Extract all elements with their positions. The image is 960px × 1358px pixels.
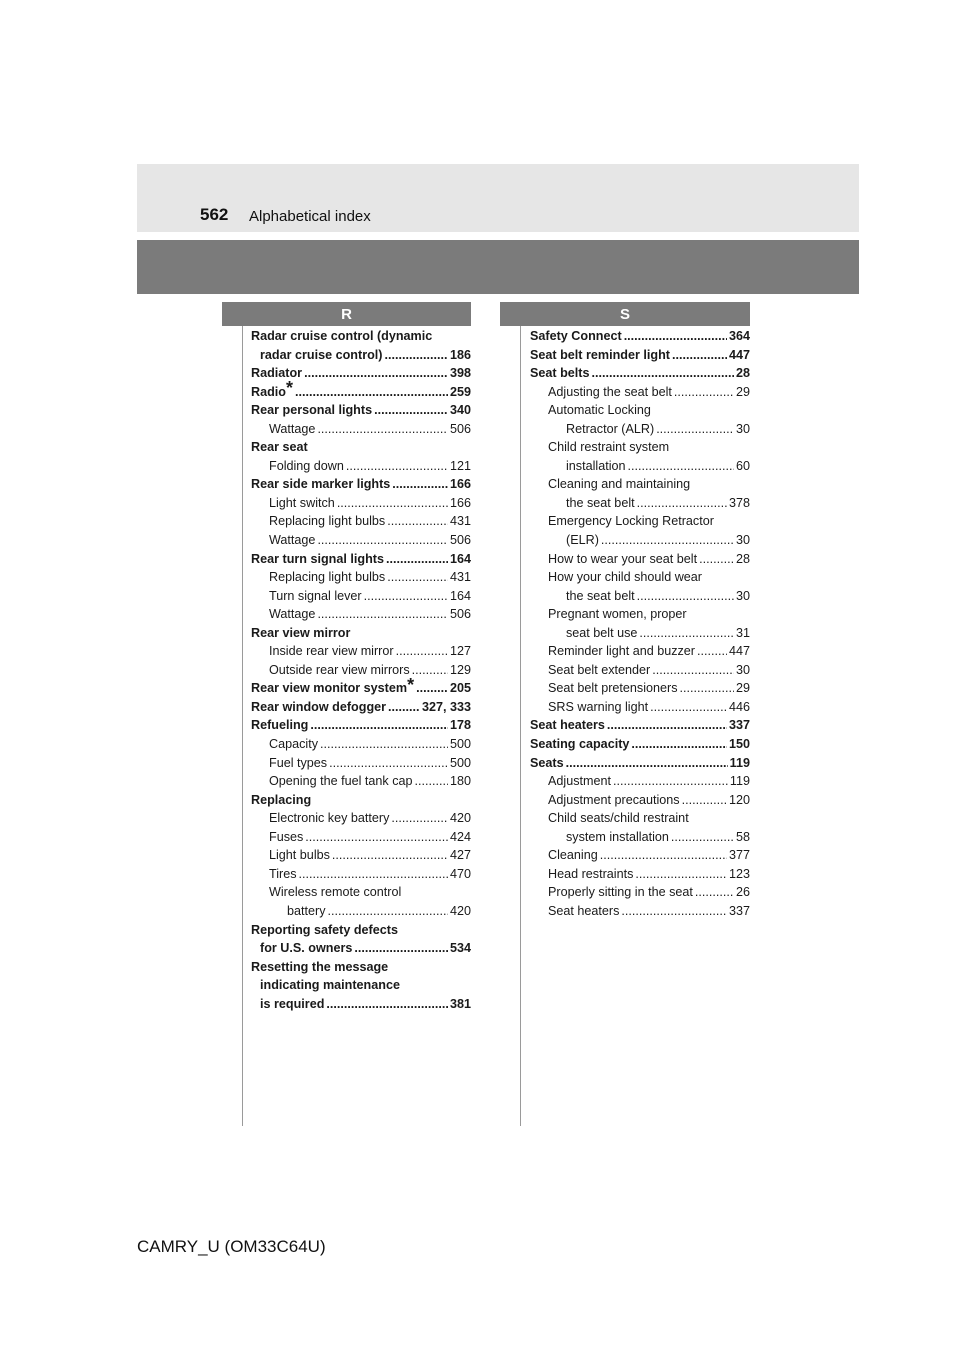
page-ref: 186 <box>449 347 471 362</box>
index-subentry: Child restraint system <box>548 440 670 455</box>
index-subentry[interactable] <box>251 420 471 439</box>
leader-dots <box>613 772 728 791</box>
header-band <box>137 164 859 232</box>
leader-dots <box>695 883 734 902</box>
index-entry[interactable] <box>251 364 471 383</box>
leader-dots <box>387 512 448 531</box>
index-entry[interactable] <box>530 735 750 754</box>
index-subentry[interactable] <box>251 531 471 550</box>
footnote-star: * <box>407 675 415 696</box>
page-ref: 119 <box>729 755 750 770</box>
page-ref: 119 <box>729 774 750 789</box>
index-subentry[interactable] <box>251 865 471 884</box>
index-entry[interactable] <box>251 401 471 420</box>
page-ref: 424 <box>449 829 471 844</box>
index-subentry[interactable] <box>530 865 750 884</box>
index-entry[interactable] <box>530 346 750 365</box>
leader-dots <box>672 346 727 365</box>
entry-label: Replacing light bulbs <box>269 570 386 585</box>
entry-label: Light switch <box>269 495 335 510</box>
index-column-s <box>530 327 750 921</box>
page-ref: 447 <box>728 644 750 659</box>
leader-dots <box>631 735 727 754</box>
page-ref: 121 <box>449 458 471 473</box>
index-entry[interactable] <box>251 475 471 494</box>
column-divider-left <box>242 326 243 1126</box>
index-subentry[interactable] <box>530 791 750 810</box>
page-ref: 28 <box>735 551 750 566</box>
leader-dots <box>326 995 448 1014</box>
leader-dots <box>600 846 727 865</box>
index-subentry[interactable] <box>530 587 750 606</box>
leader-dots <box>697 642 727 661</box>
page-ref: 506 <box>449 421 471 436</box>
leader-dots <box>374 401 448 420</box>
entry-label: Fuses <box>269 829 304 844</box>
index-subentry[interactable] <box>530 902 750 921</box>
leader-dots <box>317 531 448 550</box>
page-ref: 26 <box>735 885 750 900</box>
index-entry[interactable] <box>530 754 750 773</box>
index-subentry[interactable] <box>251 605 471 624</box>
leader-dots <box>412 661 448 680</box>
leader-dots <box>304 364 448 383</box>
leader-dots <box>320 735 448 754</box>
leader-dots <box>656 420 734 439</box>
entry-label: Seat heaters <box>530 718 605 733</box>
index-entry[interactable] <box>251 995 471 1014</box>
index-entry[interactable] <box>251 675 471 698</box>
index-subentry: Pregnant women, proper <box>548 607 687 622</box>
leader-dots <box>317 420 448 439</box>
entry-label: Properly sitting in the seat <box>548 885 693 900</box>
page-ref: 470 <box>449 866 471 881</box>
entry-label: Seats <box>530 755 564 770</box>
index-subentry[interactable] <box>251 735 471 754</box>
page-ref: 420 <box>449 903 471 918</box>
page-ref: 205 <box>449 681 471 696</box>
index-subentry[interactable] <box>251 772 471 791</box>
entry-label: Turn signal lever <box>269 588 362 603</box>
leader-dots <box>388 698 420 717</box>
index-subentry[interactable] <box>251 828 471 847</box>
page-ref: 60 <box>735 458 750 473</box>
entry-label: Reminder light and buzzer <box>548 644 696 659</box>
entry-label: Opening the fuel tank cap <box>269 774 413 789</box>
page-ref: 166 <box>449 495 471 510</box>
index-subentry[interactable] <box>530 531 750 550</box>
index-entry[interactable] <box>530 364 750 383</box>
entry-label: Rear window defogger <box>251 699 387 714</box>
page-ref: 180 <box>449 774 471 789</box>
page-ref: 500 <box>449 755 471 770</box>
page-ref: 127 <box>449 644 471 659</box>
page-ref: 29 <box>735 681 750 696</box>
entry-label: the seat belt <box>566 495 635 510</box>
page-ref: 30 <box>735 588 750 603</box>
leader-dots <box>396 642 448 661</box>
index-subentry: Cleaning and maintaining <box>548 477 691 492</box>
page-ref: 506 <box>449 607 471 622</box>
entry-label: for U.S. owners <box>260 941 353 956</box>
entry-label: Radiator <box>251 366 303 381</box>
index-subentry[interactable] <box>530 698 750 717</box>
leader-dots <box>635 865 727 884</box>
index-entry: Rear view mirror <box>251 625 351 640</box>
index-subentry: Wireless remote control <box>269 885 402 900</box>
index-subentry[interactable] <box>251 642 471 661</box>
entry-label: radar cruise control) <box>260 347 383 362</box>
page-ref: 447 <box>728 347 750 362</box>
entry-label: Radio <box>251 384 286 399</box>
index-subentry[interactable] <box>530 420 750 439</box>
entry-label: Tires <box>269 866 297 881</box>
entry-label: Cleaning <box>548 848 598 863</box>
entry-label: Seat belt reminder light <box>530 347 670 362</box>
index-subentry[interactable] <box>530 679 750 698</box>
page-ref: 337 <box>728 903 750 918</box>
entry-label: the seat belt <box>566 588 635 603</box>
leader-dots <box>328 902 448 921</box>
page-ref: 30 <box>735 421 750 436</box>
index-subentry[interactable] <box>251 512 471 531</box>
index-entry: Resetting the message <box>251 959 389 974</box>
page-ref: 164 <box>449 551 471 566</box>
index-subentry: Emergency Locking Retractor <box>548 514 714 529</box>
index-subentry[interactable] <box>251 661 471 680</box>
leader-dots <box>652 661 734 680</box>
entry-label: Inside rear view mirror <box>269 644 394 659</box>
leader-dots <box>354 939 448 958</box>
index-subentry[interactable] <box>251 457 471 476</box>
leader-dots <box>607 716 727 735</box>
entry-label: Seat belts <box>530 366 590 381</box>
page-ref: 431 <box>449 514 471 529</box>
entry-label: Refueling <box>251 718 309 733</box>
entry-label: Wattage <box>269 607 316 622</box>
leader-dots <box>384 346 448 365</box>
index-subentry[interactable] <box>251 846 471 865</box>
page-ref: 259 <box>449 384 471 399</box>
entry-label: Capacity <box>269 737 318 752</box>
leader-dots <box>566 754 728 773</box>
index-subentry[interactable] <box>251 809 471 828</box>
page-ref: 150 <box>728 737 750 752</box>
index-subentry[interactable] <box>530 772 750 791</box>
leader-dots <box>337 494 448 513</box>
index-entry[interactable] <box>530 327 750 346</box>
index-entry: Reporting safety defects <box>251 922 398 937</box>
page-ref: 166 <box>449 477 471 492</box>
page-ref: 178 <box>449 718 471 733</box>
index-letter-s: S <box>500 302 750 326</box>
leader-dots <box>346 457 448 476</box>
leader-dots <box>628 457 734 476</box>
leader-dots <box>387 568 448 587</box>
leader-dots <box>601 531 734 550</box>
index-subentry[interactable] <box>530 494 750 513</box>
leader-dots <box>621 902 727 921</box>
index-subentry[interactable] <box>530 883 750 902</box>
page-ref: 58 <box>735 829 750 844</box>
index-entry[interactable] <box>251 346 471 365</box>
entry-label: Replacing light bulbs <box>269 514 386 529</box>
entry-label: Rear view monitor system <box>251 681 408 696</box>
entry-label: is required <box>260 996 325 1011</box>
page-ref: 120 <box>728 792 750 807</box>
page-number: 562 <box>200 205 229 224</box>
entry-label: Adjusting the seat belt <box>548 384 672 399</box>
leader-dots <box>415 772 448 791</box>
document-id: CAMRY_U (OM33C64U) <box>137 1237 326 1256</box>
entry-label: Outside rear view mirrors <box>269 662 410 677</box>
page-ref: 420 <box>449 811 471 826</box>
leader-dots <box>680 679 734 698</box>
page-ref: 337 <box>728 718 750 733</box>
index-subentry: Automatic Locking <box>548 403 651 418</box>
leader-dots <box>637 494 727 513</box>
index-subentry[interactable] <box>530 846 750 865</box>
entry-label: Rear personal lights <box>251 403 373 418</box>
leader-dots <box>639 624 734 643</box>
leader-dots <box>299 865 448 884</box>
entry-label: Adjustment <box>548 774 611 789</box>
page-ref: 398 <box>449 366 471 381</box>
index-subentry[interactable] <box>530 550 750 569</box>
entry-label: (ELR) <box>566 533 599 548</box>
entry-label: system installation <box>566 829 669 844</box>
index-letter-r: R <box>222 302 471 326</box>
page-ref: 431 <box>449 570 471 585</box>
footnote-star: * <box>285 378 293 399</box>
page-ref: 506 <box>449 533 471 548</box>
index-subentry[interactable] <box>530 624 750 643</box>
entry-label: Seat heaters <box>548 903 620 918</box>
page-ref: 164 <box>449 588 471 603</box>
leader-dots <box>592 364 734 383</box>
entry-label: Fuel types <box>269 755 328 770</box>
page-ref: 377 <box>728 848 750 863</box>
index-subentry[interactable] <box>251 494 471 513</box>
leader-dots <box>671 828 734 847</box>
section-band <box>137 240 859 294</box>
page-ref: 534 <box>449 941 471 956</box>
entry-label: installation <box>566 458 626 473</box>
index-subentry[interactable] <box>530 642 750 661</box>
entry-label: Seat belt pretensioners <box>548 681 678 696</box>
index-subentry[interactable] <box>251 568 471 587</box>
index-entry: Rear seat <box>251 440 308 455</box>
index-subentry[interactable] <box>251 587 471 606</box>
index-subentry[interactable] <box>251 754 471 773</box>
index-subentry[interactable] <box>530 383 750 402</box>
entry-label: Seat belt extender <box>548 662 651 677</box>
entry-label: battery <box>287 903 326 918</box>
leader-dots <box>364 587 448 606</box>
page-ref: 364 <box>728 329 750 343</box>
page-ref: 30 <box>735 662 750 677</box>
leader-dots <box>391 809 448 828</box>
entry-label: Light bulbs <box>269 848 330 863</box>
index-subentry: Child seats/child restraint <box>548 811 689 826</box>
column-divider-middle <box>520 326 521 1126</box>
entry-label: Folding down <box>269 458 344 473</box>
page-ref: 30 <box>735 533 750 548</box>
index-entry: indicating maintenance <box>260 978 400 993</box>
entry-label: Electronic key battery <box>269 811 390 826</box>
page-title: Alphabetical index <box>249 208 371 225</box>
leader-dots <box>682 791 727 810</box>
entry-label: Rear side marker lights <box>251 477 391 492</box>
entry-label: Adjustment precautions <box>548 792 680 807</box>
leader-dots <box>386 550 448 569</box>
page-ref: 500 <box>449 737 471 752</box>
index-subentry[interactable] <box>530 828 750 847</box>
entry-label: Wattage <box>269 533 316 548</box>
entry-label: Safety Connect <box>530 329 622 343</box>
page-ref: 28 <box>735 366 750 381</box>
index-entry[interactable] <box>251 698 471 717</box>
index-entry[interactable] <box>251 378 471 402</box>
page-ref: 123 <box>728 866 750 881</box>
entry-label: seat belt use <box>566 625 638 640</box>
leader-dots <box>699 550 734 569</box>
index-subentry[interactable] <box>251 902 471 921</box>
page-ref: 427 <box>449 848 471 863</box>
index-column-r <box>251 327 471 1013</box>
entry-label: How to wear your seat belt <box>548 551 698 566</box>
index-entry[interactable] <box>530 716 750 735</box>
leader-dots <box>295 383 448 402</box>
page-ref: 446 <box>728 699 750 714</box>
leader-dots <box>317 605 448 624</box>
entry-label: Head restraints <box>548 866 634 881</box>
entry-label: Retractor (ALR) <box>566 421 655 436</box>
leader-dots <box>624 327 727 346</box>
index-entry: Replacing <box>251 792 312 807</box>
index-subentry: How your child should wear <box>548 570 702 585</box>
entry-label: SRS warning light <box>548 699 649 714</box>
leader-dots <box>310 716 448 735</box>
index-entry[interactable] <box>251 716 471 735</box>
index-subentry[interactable] <box>530 457 750 476</box>
page-ref: 378 <box>728 495 750 510</box>
page-ref: 129 <box>449 662 471 677</box>
leader-dots <box>305 828 448 847</box>
index-entry[interactable] <box>251 550 471 569</box>
page-ref: 381 <box>449 996 471 1011</box>
page-ref: 31 <box>735 625 750 640</box>
index-subentry[interactable] <box>530 661 750 680</box>
entry-label: Wattage <box>269 421 316 436</box>
leader-dots <box>329 754 448 773</box>
entry-label: Seating capacity <box>530 737 630 752</box>
index-entry[interactable] <box>251 939 471 958</box>
index-entry: Radar cruise control (dynamic <box>251 329 433 343</box>
page-ref: 29 <box>735 384 750 399</box>
leader-dots <box>416 679 448 698</box>
leader-dots <box>392 475 448 494</box>
entry-label: Rear turn signal lights <box>251 551 384 566</box>
leader-dots <box>637 587 734 606</box>
page-ref: 340 <box>449 403 471 418</box>
leader-dots <box>650 698 727 717</box>
leader-dots <box>332 846 448 865</box>
leader-dots <box>674 383 734 402</box>
page-ref: 327, 333 <box>421 699 471 714</box>
